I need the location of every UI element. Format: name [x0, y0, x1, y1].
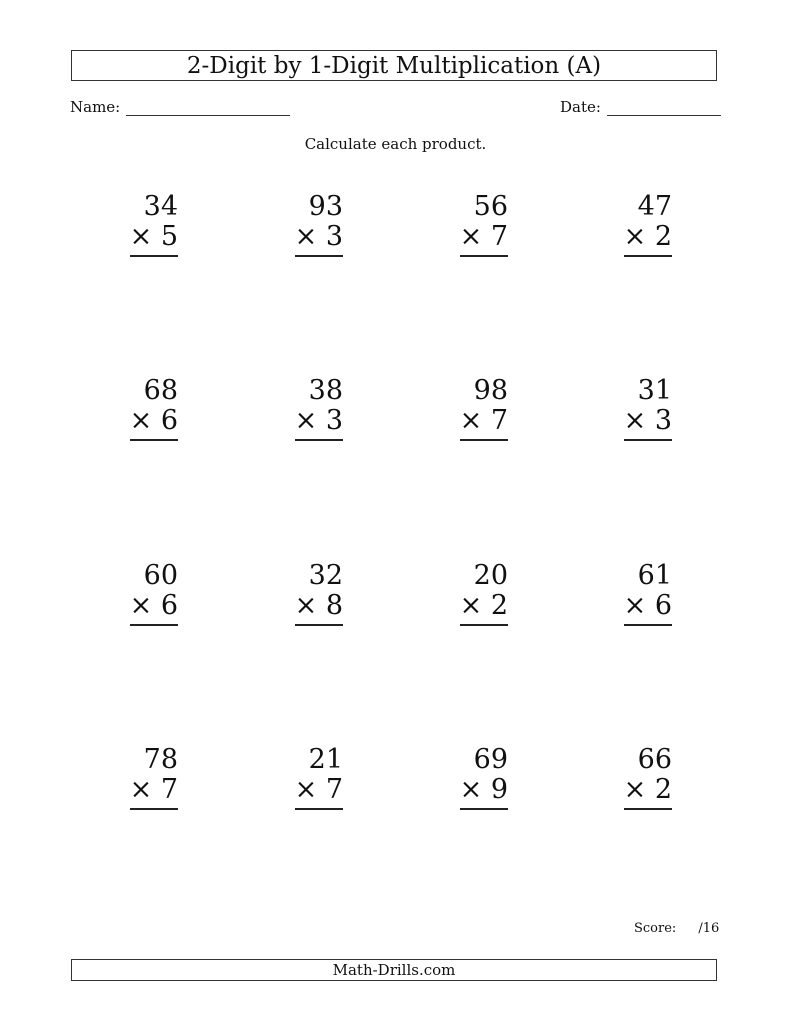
- problem: [448, 376, 508, 441]
- problem-multiplicand: 34: [143, 191, 178, 222]
- problem-multiplier: × 8: [294, 590, 343, 621]
- footer-site: Math-Drills.com: [332, 961, 456, 979]
- problem-multiplier: × 3: [294, 221, 343, 252]
- problem-multiplicand: 68: [143, 375, 178, 406]
- problem: [448, 192, 508, 257]
- answer-line: [460, 255, 508, 257]
- answer-line: [624, 808, 672, 810]
- problem-multiplier: × 6: [623, 590, 672, 621]
- problem: [283, 745, 343, 810]
- answer-line: [460, 624, 508, 626]
- problem: [118, 192, 178, 257]
- answer-line: [460, 808, 508, 810]
- problem-multiplicand: 31: [637, 375, 672, 406]
- instructions: Calculate each product.: [304, 135, 487, 153]
- problem: [448, 561, 508, 626]
- problem-multiplier: × 7: [459, 221, 508, 252]
- worksheet-title-text: 2-Digit by 1-Digit Multiplication (A): [186, 52, 602, 79]
- score-label: Score:: [634, 921, 677, 936]
- footer: [71, 959, 717, 981]
- problem-multiplicand: 93: [308, 191, 343, 222]
- problem: [118, 376, 178, 441]
- problem-multiplier: × 3: [623, 405, 672, 436]
- problem-multiplier: × 2: [459, 590, 508, 621]
- problem-multiplier: × 7: [129, 774, 178, 805]
- answer-line: [295, 808, 343, 810]
- answer-line: [130, 624, 178, 626]
- problem: [283, 376, 343, 441]
- answer-line: [295, 624, 343, 626]
- problem-multiplier: × 6: [129, 590, 178, 621]
- problem: [118, 745, 178, 810]
- problem-multiplicand: 78: [143, 744, 178, 775]
- name-label: Name:: [70, 98, 121, 116]
- problem: [612, 745, 672, 810]
- problem-multiplicand: 69: [473, 744, 508, 775]
- problem: [448, 745, 508, 810]
- problem-multiplier: × 2: [623, 774, 672, 805]
- answer-line: [295, 439, 343, 441]
- problem-multiplicand: 61: [637, 560, 672, 591]
- date-label: Date:: [560, 98, 601, 116]
- problem-multiplicand: 66: [637, 744, 672, 775]
- answer-line: [130, 808, 178, 810]
- problem-multiplicand: 21: [308, 744, 343, 775]
- problem-multiplier: × 7: [459, 405, 508, 436]
- problem-multiplicand: 38: [308, 375, 343, 406]
- problem-multiplier: × 9: [459, 774, 508, 805]
- problem-multiplier: × 3: [294, 405, 343, 436]
- problem-multiplicand: 60: [143, 560, 178, 591]
- answer-line: [624, 624, 672, 626]
- problem: [612, 561, 672, 626]
- answer-line: [130, 255, 178, 257]
- problem: [612, 192, 672, 257]
- answer-line: [130, 439, 178, 441]
- problem: [283, 192, 343, 257]
- answer-line: [624, 439, 672, 441]
- score-total: /16: [698, 921, 720, 936]
- answer-line: [460, 439, 508, 441]
- problem: [283, 561, 343, 626]
- problem: [612, 376, 672, 441]
- problem-multiplier: × 5: [129, 221, 178, 252]
- problem-multiplicand: 47: [637, 191, 672, 222]
- problem-multiplier: × 6: [129, 405, 178, 436]
- problem-multiplicand: 56: [473, 191, 508, 222]
- score: [634, 921, 719, 936]
- problem: [118, 561, 178, 626]
- problem-multiplicand: 32: [308, 560, 343, 591]
- problem-multiplicand: 98: [473, 375, 508, 406]
- answer-line: [624, 255, 672, 257]
- answer-line: [295, 255, 343, 257]
- problem-multiplier: × 7: [294, 774, 343, 805]
- problem-multiplicand: 20: [473, 560, 508, 591]
- problem-multiplier: × 2: [623, 221, 672, 252]
